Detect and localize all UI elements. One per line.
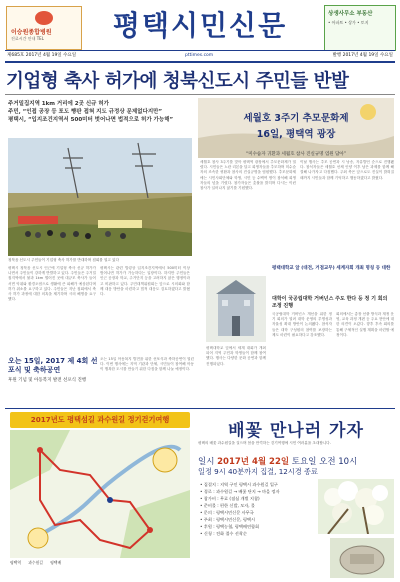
conference-headline[interactable]: 대학이 국공립대학 거버넌스 주도 한다 등 정 기 회의 조정 진행	[272, 296, 388, 309]
ad-hospital[interactable]	[6, 6, 82, 50]
photo-caption: 청북읍 신도시 주민들이 기업형 축사 허가를 반대하며 집회를 열고 있다	[8, 258, 119, 262]
event-date	[198, 455, 394, 467]
event-detail: • 신청 : 전화 접수 선착순	[200, 531, 247, 536]
sub-headline[interactable]: 오는 15일, 2017 제 4회 선포식 및 축하공연	[8, 357, 98, 374]
feature-body-col2: 이날 행사는 추모 공연과 시 낭송, 자유발언 순으로 진행됐다. 참석자들은 세월호 선체 인양 이후 남은 과제를 함께 해결해 나가자고 다짐했다. 주최 측은 앞으로도 진실이 밝혀질 때까지 시민들과 함께 기억하고 행동하겠다고 밝혔다.	[300, 160, 394, 180]
tour-title[interactable]: 2017년도 평택섬길 과수원길 정기걷기여행	[10, 412, 190, 428]
header	[0, 0, 400, 62]
divider	[5, 94, 395, 95]
photo-building[interactable]	[206, 276, 266, 342]
event-detail: • 주최 : 평택시민신문, 평택시	[200, 517, 256, 522]
photo-stone-sign[interactable]	[330, 538, 394, 578]
legend-item: 과수원길	[28, 560, 43, 565]
hospital-logo-icon	[35, 11, 53, 25]
issue-number: 제685호 2017년 4월 19일 수요일	[7, 53, 77, 58]
event-detail: • 문의 : 평택시민신문 사무국	[200, 510, 254, 515]
event-title[interactable]: 배꽃 만나러 가자	[228, 421, 364, 441]
conference-body-col2: 회의에서는 총장 선출 방식과 재정 운영, 교육 과정 개편 등 주요 현안에 대한 의견이 오갔다. 향후 후속 회의를 통해 구체적인 실행 계획을 마련할 예정이다.	[336, 312, 394, 337]
ad-right-sub: • 아파트 • 상가 • 토지	[328, 20, 369, 25]
event-date-label: 일시	[198, 457, 215, 467]
feature-body-col1: 세월호 참사 3주기를 맞아 평택역 광장에서 추모문화제가 열렸다. 시민들은 노란 리본을 달고 희생자들을 추모하며 미수습자의 조속한 귀환과 참사의 진실규명을 염원했다. 추모문화제에는 시민사회단체와 학생, 시민 등 수백여 명이 참석해 희생자들의 넋을 기렸다. 참가자들은 촛불을 밝히며 다시는 이런 참사가 일어나지 않기를 기원했다.	[200, 160, 296, 191]
main-headline[interactable]: 기업형 축사 허가에 청북신도시 주민들 반발	[6, 71, 349, 92]
church-caption: 평택대학교 앞 (대전, 거점교무) 세계자회 개최 명칭 등 대한	[272, 266, 391, 271]
event-detail: • 집결지 : 지역 구인 평택시 과수원길 입구	[200, 482, 278, 487]
event-detail: • 경로 : 과수원길 → 배꽃 단지 → 마을 정자	[200, 489, 280, 494]
legend-item: 평택역	[10, 560, 22, 565]
event-date-value: 2017년 4월 22일	[217, 457, 290, 467]
map-legend	[10, 560, 190, 566]
event-date-time: 토요일 오전 10시	[291, 457, 358, 467]
site-link[interactable]: pttimes.com	[185, 53, 214, 58]
route-map[interactable]	[10, 430, 190, 558]
section-divider	[5, 408, 395, 409]
event-details	[200, 481, 320, 537]
article-body-col2: 평택시는 관련 법령상 입지조건지역에서 500미터 이상 벗어나면 허가가 가능하다는 입장이다. 하지만 주민들은 인근 공장과 학교, 주거단지 등을 고려하지 않은 행정이라고 비판하고 있다. 주민대책위원회는 앞으로 시의회와 함께 대응 방안을 마련하고 법적 대응도 검토하겠다고 밝혔다.	[100, 266, 190, 297]
event-intro: 평택의 배꽃 과수원길을 걸으며 봄을 만끽하는 걷기여행에 시민 여러분을 초대합니다.	[198, 441, 331, 445]
sub-article-body: 오는 15일 아동복지 발전을 위한 선포식과 축하공연이 열린다. 이번 행사에는 지역 기관과 단체, 시민들이 참여해 아동이 행복한 도시를 만들기 위한 다짐을 함께 나눌 예정이다.	[100, 357, 194, 372]
article-body-col1: 평택시 청북읍 신도시 인근에 기업형 축사 신규 허가가 나면서 주민들이 강하게 반발하고 있다. 주민들은 주거밀집지역에서 불과 1km 떨어진 곳에 대규모 축사가 들어서면 악취와 환경오염으로 생활에 큰 피해가 예상된다며 허가 취소를 요구하고 있다. 주민들은 지난 집회에서 축사 허가 과정에 대한 의혹을 제기하며 시의 해명을 요구했다.	[8, 266, 96, 302]
photo-protest-field[interactable]	[8, 138, 192, 256]
masthead[interactable]: 평택시민신문	[112, 9, 288, 42]
photo-pear-blossom[interactable]	[318, 479, 394, 534]
feature-title[interactable]	[198, 110, 394, 140]
legend-item: 평택배	[50, 560, 62, 565]
ad-realestate[interactable]	[324, 5, 396, 51]
feature-subtitle: “미수습자 귀환과 세월호 참사 진실규명 염원 담아”	[245, 152, 347, 157]
ad-left-brand: 이승원종합병원	[11, 29, 52, 36]
event-schedule: 일정 9시 40분까지 집결, 12시경 종료	[198, 467, 318, 476]
feature-title-line2: 16일, 평택역 광장	[256, 129, 336, 140]
sub-headline-deck: 후원 기념 및 아동복지 발전 선포식 진행	[8, 378, 87, 383]
church-body: 평택대학교 앞에서 세계 대회가 개최되어 지역 주민과 학생들이 함께 참여했다. 행사는 다양한 문화 공연과 함께 진행되었다.	[206, 346, 266, 366]
issue-date: 발행 2017년 4월 19일 수요일	[332, 53, 393, 58]
lead-line: 평택시, “입지조건지역서 500미터 벗어나면 법적으로 허가 가능해”	[8, 117, 174, 123]
event-detail: • 후원 : 평택농협, 평택배연합회	[200, 524, 260, 529]
ad-left-sub: 진료시간 안내 TEL	[11, 36, 44, 41]
issue-bar	[5, 50, 395, 63]
feature-title-line1: 세월호 3주기 추모문화제	[243, 113, 349, 124]
conference-body-col1: 국공립대학 거버넌스 개선을 위한 정기 회의가 열려 대학 운영의 투명성과 자율성 확대 방안이 논의됐다. 참석자들은 대학 구성원의 참여를 보장하는 제도 마련이 필요하다고 강조했다.	[272, 312, 332, 337]
event-detail: • 참가비 : 무료 (점심 개별 지참)	[200, 496, 260, 501]
lead-line: 주거밀집지역 1km 거리에 2곳 신규 허가	[8, 101, 109, 107]
lead-deck	[8, 100, 192, 124]
event-detail: • 준비물 : 편한 신발, 모자, 물	[200, 503, 255, 508]
ad-right-brand: 상생사무소 부동산	[328, 11, 373, 17]
lead-line: 주민, “인접 공장 등 포도 빵판 접혀 지도 규정상 문제없다지만”	[8, 109, 163, 115]
